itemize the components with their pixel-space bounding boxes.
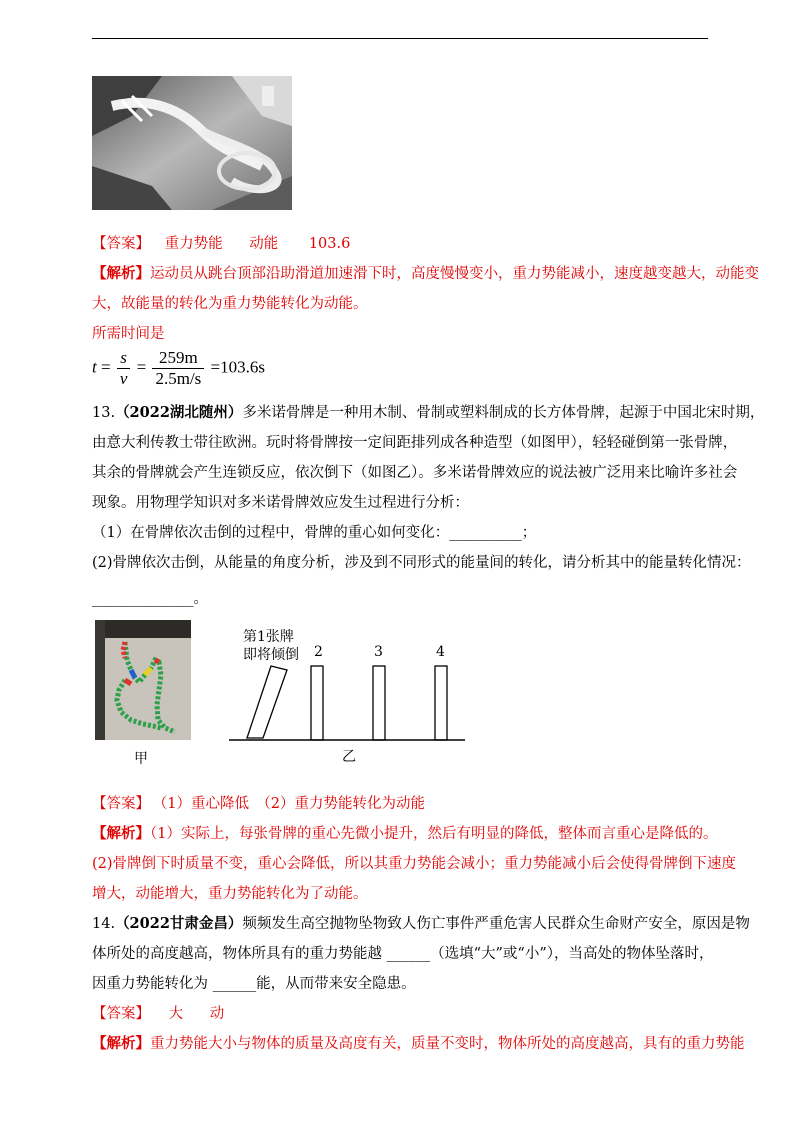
answer-part-1: 重力势能 bbox=[164, 236, 223, 252]
q14-source: （2022甘肃金昌） bbox=[115, 915, 243, 932]
q12-time-text: 所需时间是 bbox=[92, 326, 165, 342]
q13-source: （2022湖北随州） bbox=[115, 404, 243, 421]
answer-label: 【答案】 bbox=[92, 796, 150, 812]
q12-formula bbox=[92, 348, 265, 389]
first-domino-label-2: 即将倾倒 bbox=[243, 647, 299, 663]
formula-frac-sv bbox=[117, 348, 131, 389]
q14-number: 14. bbox=[92, 916, 116, 932]
q13-line-3: 其余的骨牌就会产生连锁反应，依次倒下（如图乙）。多米诺骨牌效应的说法被广泛用来比喻许多社会 bbox=[92, 465, 738, 481]
domino-label-3: 3 bbox=[374, 644, 383, 660]
q13-number: 13. bbox=[92, 405, 116, 421]
q13-text-1: 多米诺骨牌是一种用木制、骨制或塑料制成的长方体骨牌，起源于中国北宋时期， bbox=[242, 405, 765, 421]
formula-eq: = bbox=[100, 357, 111, 377]
analysis-label: 【解析】 bbox=[92, 1035, 150, 1052]
answer-label: 【答案】 bbox=[92, 236, 150, 252]
formula-v: v bbox=[119, 369, 128, 388]
analysis-text-1: 运动员从跳台顶部沿助滑道加速滑下时，高度慢慢变小，重力势能减小，速度越变越大，动能变 bbox=[150, 266, 759, 282]
domino-4 bbox=[435, 666, 447, 740]
q14-answer-part-2: 动 bbox=[209, 1006, 225, 1022]
q14-answer-part-1: 大 bbox=[168, 1006, 184, 1022]
q13-analysis-line-3: 增大，动能增大，重力势能转化为了动能。 bbox=[92, 886, 368, 902]
q13-analysis-line-1 bbox=[92, 824, 717, 844]
ski-jump-photo bbox=[92, 76, 292, 210]
q13-answer-line bbox=[92, 794, 425, 814]
diagram-caption: 乙 bbox=[342, 749, 356, 765]
q13-sub-question-1: （1）在骨牌依次击倒的过程中，骨牌的重心如何变化：__________； bbox=[92, 525, 537, 541]
q13-line-2: 由意大利传教士带往欧洲。玩时将骨牌按一定间距排列成各种造型（如图甲），轻轻碰倒第一张骨牌， bbox=[92, 435, 738, 451]
q13-line-1 bbox=[92, 403, 764, 423]
answer-label: 【答案】 bbox=[92, 1006, 150, 1022]
q14-analysis-line-1 bbox=[92, 1034, 745, 1054]
q13-sub-question-2-line-1: (2)骨牌依次击倒，从能量的角度分析，涉及到不同形式的能量间的转化，请分析其中的能量转化情况： bbox=[92, 555, 751, 571]
q12-analysis-line-1 bbox=[92, 264, 759, 284]
q14-line-1 bbox=[92, 914, 750, 934]
formula-result: =103.6s bbox=[210, 357, 265, 377]
q12-analysis-line-2: 大，故能量的转化为重力势能转化为动能。 bbox=[92, 296, 368, 312]
q14-line-3: 因重力势能转化为 ______能，从而带来安全隐患。 bbox=[92, 976, 416, 992]
analysis-label: 【解析】 bbox=[92, 265, 150, 282]
q13-analysis-line-2: (2)骨牌倒下时质量不变，重心会降低，所以其重力势能会减小；重力势能减小后会使得骨牌倒下速度 bbox=[92, 856, 737, 872]
answer-part-2: 动能 bbox=[249, 236, 279, 252]
q13-analysis-text-1: （1）实际上，每张骨牌的重心先微小提升，然后有明显的降低，整体而言重心是降低的。 bbox=[150, 826, 718, 842]
formula-s: s bbox=[117, 348, 131, 369]
q12-answer-line bbox=[92, 234, 350, 254]
q14-line-2: 体所处的高度越高，物体所具有的重力势能越 ______（选填“大”或“小”），当高处的物体坠落时， bbox=[92, 946, 714, 962]
domino-label-2: 2 bbox=[314, 644, 323, 660]
domino-1-tilted bbox=[247, 666, 287, 738]
first-domino-label-1: 第1张牌 bbox=[243, 629, 294, 645]
q14-answer-line bbox=[92, 1004, 224, 1024]
q13-line-4: 现象。用物理学知识对多米诺骨牌效应发生过程进行分析： bbox=[92, 495, 469, 511]
domino-photo bbox=[95, 620, 191, 740]
answer-part-3: 103.6 bbox=[308, 236, 351, 252]
formula-eq-2: = bbox=[136, 357, 147, 377]
formula-t: t bbox=[92, 357, 97, 377]
analysis-label: 【解析】 bbox=[92, 825, 150, 842]
formula-frac-values bbox=[152, 348, 204, 389]
domino-3 bbox=[373, 666, 385, 740]
domino-2 bbox=[311, 666, 323, 740]
q13-sub-question-2-line-2: ______________。 bbox=[92, 591, 208, 607]
formula-den: 2.5m/s bbox=[155, 369, 202, 388]
domino-label-4: 4 bbox=[436, 644, 445, 660]
q13-answer-text: （1）重心降低 （2）重力势能转化为动能 bbox=[160, 796, 425, 812]
q14-analysis-text-1: 重力势能大小与物体的质量及高度有关，质量不变时，物体所处的高度越高，具有的重力势能 bbox=[150, 1036, 745, 1052]
header-rule bbox=[92, 38, 708, 39]
formula-num: 259m bbox=[152, 348, 204, 369]
photo-caption: 甲 bbox=[134, 751, 148, 767]
q14-text-1: 频频发生高空抛物坠物致人伤亡事件严重危害人民群众生命财产安全，原因是物 bbox=[242, 916, 750, 932]
